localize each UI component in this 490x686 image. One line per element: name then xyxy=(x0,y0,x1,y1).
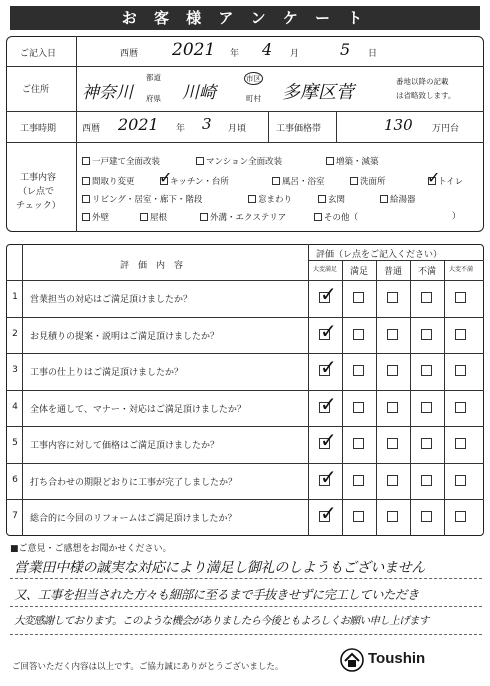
content-option-checkbox[interactable] xyxy=(82,213,90,221)
question-number: 3 xyxy=(12,365,18,375)
address-note-line2: は省略致します。 xyxy=(396,91,456,100)
content-option-checkbox[interactable] xyxy=(350,177,358,185)
evaluation-header-items: 評 価 内 容 xyxy=(120,261,184,271)
rating-checkbox[interactable] xyxy=(421,511,432,522)
address-ward: 多摩区菅 xyxy=(282,82,354,103)
rating-checkbox[interactable] xyxy=(421,475,432,486)
rating-checkbox[interactable] xyxy=(353,292,364,303)
question-number: 2 xyxy=(12,328,18,339)
entry-date-month: 4 xyxy=(262,40,273,59)
content-option-label: トイレ xyxy=(438,177,464,187)
entry-date-label: ご記入日 xyxy=(20,49,57,59)
check-mark-icon: ✓ xyxy=(320,282,337,306)
comment-line-3: 大変感謝しております。このような機会がありましたら今後ともよろしくお願い申し上げます xyxy=(14,615,429,627)
construction-price-label: 工事価格帯 xyxy=(276,124,322,134)
construction-price-unit: 万円台 xyxy=(432,124,460,134)
check-mark-icon: ✓ xyxy=(427,168,441,187)
rating-checkbox[interactable] xyxy=(421,329,432,340)
rating-checkbox[interactable] xyxy=(455,438,466,449)
construction-year-unit: 年 xyxy=(176,124,186,134)
question-text: 打ち合わせの期限どおりに工事が完了しましたか？ xyxy=(30,477,238,488)
construction-era: 西暦 xyxy=(82,124,101,134)
content-option-checkbox[interactable] xyxy=(318,195,326,203)
content-option-label: 間取り変更 xyxy=(92,177,135,187)
rating-checkbox[interactable] xyxy=(455,402,466,413)
content-option-label: 屋根 xyxy=(150,213,168,223)
scale-header: 大変満足 xyxy=(312,266,337,273)
content-option-label: キッチン・台所 xyxy=(170,177,229,187)
content-label-line3: チェック） xyxy=(16,201,61,211)
question-text: 工事の仕上りはご満足頂けましたか？ xyxy=(30,368,184,378)
address-label: ご住所 xyxy=(22,85,50,95)
address-city-unit-top: 市区 xyxy=(246,74,261,83)
footer-text: ご回答いただく内容は以上です。ご協力誠にありがとうございました。 xyxy=(12,662,284,672)
entry-date-day: 5 xyxy=(340,40,351,59)
question-number: 4 xyxy=(12,401,18,412)
content-option-checkbox[interactable] xyxy=(326,157,334,165)
check-mark-icon: ✓ xyxy=(320,355,337,379)
question-number: 1 xyxy=(12,292,18,302)
rating-checkbox[interactable] xyxy=(421,402,432,413)
entry-date-day-unit: 日 xyxy=(368,49,378,59)
content-option-checkbox[interactable] xyxy=(196,157,204,165)
survey-title: お 客 様 ア ン ケ ー ト xyxy=(10,6,480,30)
content-option-checkbox[interactable] xyxy=(272,177,280,185)
house-logo-icon xyxy=(340,648,364,672)
rating-checkbox[interactable] xyxy=(455,475,466,486)
question-number: 5 xyxy=(12,438,18,448)
content-option-label: 給湯器 xyxy=(390,195,416,205)
question-text: 営業担当の対応はご満足頂けましたか？ xyxy=(30,295,193,305)
rating-checkbox[interactable] xyxy=(421,438,432,449)
rating-checkbox[interactable] xyxy=(353,475,364,486)
content-other-close: ） xyxy=(452,212,461,222)
comments-label: ■ご意見・ご感想をお聞かせください。 xyxy=(10,544,172,554)
rating-checkbox[interactable] xyxy=(455,329,466,340)
content-option-checkbox[interactable] xyxy=(140,213,148,221)
address-prefecture: 神奈川 xyxy=(82,83,133,103)
rating-checkbox[interactable] xyxy=(353,402,364,413)
content-option-label: 一戸建て全面改装 xyxy=(92,157,161,167)
question-text: 全体を通して、マナー・対応はご満足頂けましたか？ xyxy=(30,404,246,415)
content-option-checkbox[interactable] xyxy=(380,195,388,203)
content-label-line1: 工事内容 xyxy=(20,173,57,183)
content-option-label: 窓まわり xyxy=(258,195,293,205)
construction-price: 130 xyxy=(384,116,413,134)
check-mark-icon: ✓ xyxy=(320,428,337,452)
evaluation-header-rating: 評価（レ点をご記入ください） xyxy=(316,250,443,260)
check-mark-icon: ✓ xyxy=(320,318,337,343)
brand-name: Toushin xyxy=(368,650,426,667)
entry-date-year-unit: 年 xyxy=(230,49,240,59)
rating-checkbox[interactable] xyxy=(387,438,398,449)
address-pref-unit-top: 都道 xyxy=(146,73,161,82)
rating-checkbox[interactable] xyxy=(455,292,466,303)
rating-checkbox[interactable] xyxy=(455,365,466,376)
content-option-checkbox[interactable] xyxy=(82,195,90,203)
question-number: 6 xyxy=(12,474,18,485)
content-option-label: 風呂・浴室 xyxy=(282,177,325,187)
question-text: 総合的に今回のリフォームはご満足頂けましたか？ xyxy=(30,514,237,524)
address-city-unit-bottom: 町村 xyxy=(246,94,261,103)
question-text: お見積りの提案・説明はご満足頂けましたか？ xyxy=(30,331,220,342)
construction-month-unit: 月頃 xyxy=(228,124,247,134)
rating-checkbox[interactable] xyxy=(455,511,466,522)
scale-header: 大変不満 xyxy=(448,266,473,273)
check-mark-icon: ✓ xyxy=(159,168,173,187)
entry-date-month-unit: 月 xyxy=(290,49,300,59)
rating-checkbox[interactable] xyxy=(353,511,364,522)
rating-checkbox[interactable] xyxy=(387,329,398,340)
check-mark-icon: ✓ xyxy=(320,391,337,416)
rating-checkbox[interactable] xyxy=(353,438,364,449)
content-option-label: 玄関 xyxy=(328,195,346,205)
content-option-checkbox[interactable] xyxy=(200,213,208,221)
address-pref-unit-bottom: 府県 xyxy=(146,94,161,103)
rating-checkbox[interactable] xyxy=(353,365,364,376)
construction-month: 3 xyxy=(202,115,212,133)
content-option-label: 増築・減築 xyxy=(336,157,379,167)
content-option-checkbox[interactable] xyxy=(82,157,90,165)
rating-checkbox[interactable] xyxy=(387,511,398,522)
check-mark-icon: ✓ xyxy=(320,464,337,489)
content-option-label: リビング・居室・廊下・階段 xyxy=(92,195,203,205)
content-option-label: その他（ xyxy=(324,213,359,223)
content-option-checkbox[interactable] xyxy=(82,177,90,185)
content-option-label: 外溝・エクステリア xyxy=(210,213,287,223)
address-note-line1: 番地以降の記載 xyxy=(396,77,449,86)
address-city: 川崎 xyxy=(182,83,216,103)
comment-line-2: 又、工事を担当された方々も細部に至るまで手抜きせずに完工していただき xyxy=(14,587,419,602)
scale-header: 普通 xyxy=(383,267,402,277)
rating-checkbox[interactable] xyxy=(387,292,398,303)
entry-date-year: 2021 xyxy=(172,40,216,60)
rating-checkbox[interactable] xyxy=(387,365,398,376)
construction-year: 2021 xyxy=(118,115,159,134)
entry-date-era: 西暦 xyxy=(120,49,139,59)
rating-checkbox[interactable] xyxy=(387,402,398,413)
question-text: 工事内容に対して価格はご満足頂けましたか？ xyxy=(30,441,220,451)
scale-header: 不満 xyxy=(417,267,436,277)
content-option-label: マンション全面改装 xyxy=(206,157,283,167)
content-option-checkbox[interactable] xyxy=(314,213,322,221)
comment-line-1: 営業田中様の誠実な対応により満足し御礼のしようもございません xyxy=(14,560,425,576)
scale-header: 満足 xyxy=(349,267,368,277)
content-option-label: 外壁 xyxy=(92,213,110,223)
rating-checkbox[interactable] xyxy=(421,365,432,376)
content-label-line2: （レ点で xyxy=(18,187,55,197)
rating-checkbox[interactable] xyxy=(421,292,432,303)
question-number: 7 xyxy=(12,511,18,521)
content-option-label: 洗面所 xyxy=(360,177,386,187)
rating-checkbox[interactable] xyxy=(387,475,398,486)
rating-checkbox[interactable] xyxy=(353,329,364,340)
content-option-checkbox[interactable] xyxy=(248,195,256,203)
check-mark-icon: ✓ xyxy=(320,501,337,525)
construction-period-label: 工事時期 xyxy=(20,124,57,134)
